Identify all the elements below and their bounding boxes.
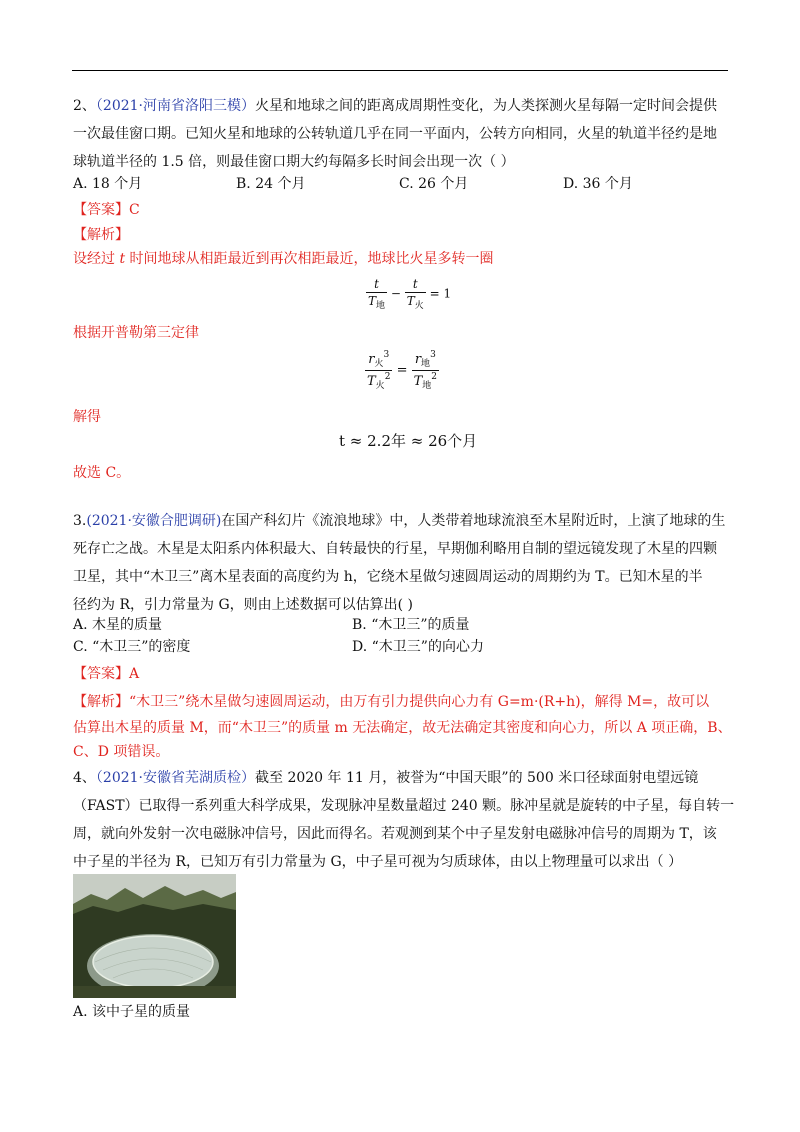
fraction (412, 350, 439, 391)
fraction (365, 350, 392, 391)
q3-text: 在国产科幻片《流浪地球》中，人类带着地球流浪至木星附近时，上演了地球的生 (221, 513, 726, 529)
formula-kepler-third-law (365, 350, 439, 391)
q3-option-c: C. “木卫三”的密度 (73, 639, 191, 655)
formula-period-relation (366, 277, 451, 311)
exponent: 3 (430, 350, 436, 360)
q3-analysis-line1 (73, 688, 733, 716)
header-rule (72, 70, 728, 71)
q3-answer (73, 660, 733, 688)
equals: = (396, 363, 408, 378)
q2-line3: 球轨道半径的 1.5 倍，则最佳窗口期大约每隔多长时间会出现一次（ ） (73, 154, 515, 170)
q2-source: （2021·河南省洛阳三模） (95, 98, 256, 114)
q3-number: 3. (73, 513, 87, 529)
q2-analysis-text1 (73, 245, 733, 273)
subscript: 地 (421, 359, 431, 369)
q4-line4: 中子星的半径为 R，已知万有引力常量为 G，中子星可视为匀质球体，由以上物理量可以求出（ ） (73, 854, 683, 870)
exponent: 3 (383, 350, 390, 360)
subscript: 地 (422, 381, 432, 391)
numerator: t (374, 277, 379, 291)
q2-analysis-label: 【解析】 (73, 227, 129, 243)
analysis-text: 设经过 (73, 251, 120, 267)
answer-label: 【答案】 (73, 202, 129, 218)
q2-answer (73, 196, 733, 224)
answer-value: C (129, 202, 140, 218)
q4-text: 截至 2020 年 11 月，被誉为“中国天眼”的 500 米口径球面射电望远镜 (255, 770, 699, 786)
q2-analysis-text3: 解得 (73, 409, 101, 425)
q2-analysis-text2: 根据开普勒第三定律 (73, 325, 199, 341)
radius-symbol: r (368, 352, 375, 367)
period-symbol: T (367, 374, 376, 389)
telescope-illustration (73, 874, 236, 998)
subscript: 火 (414, 301, 424, 311)
q2-option-a: A. 18 个月 (73, 176, 143, 192)
q2-option-c: C. 26 个月 (399, 176, 469, 192)
var-t: t (119, 251, 126, 267)
radius-symbol: r (414, 352, 422, 367)
q4-line1 (73, 764, 733, 792)
period-symbol: T (413, 374, 423, 389)
fraction (366, 277, 387, 311)
q2-option-b: B. 24 个月 (236, 176, 306, 192)
answer-value: A (129, 666, 140, 682)
q4-line2: （FAST）已取得一系列重大科学成果，发现脉冲星数量超过 240 颗。脉冲星就是旋转的中子星，每自转一 (73, 798, 735, 814)
q4-line3: 周，就向外发射一次电磁脉冲信号，因此而得名。若观测到某个中子星发射电磁脉冲信号的周期为 T，该 (73, 826, 717, 842)
q2-text: 火星和地球之间的距离成周期性变化，为人类探测火星每隔一定时间会提供 (255, 98, 718, 114)
numerator: t (412, 277, 418, 291)
q4-source: （2021·安徽省芜湖质检） (95, 770, 256, 786)
analysis-text: “木卫三”绕木星做匀速圆周运动，由万有引力提供向心力有 G=m·(R+h)，解得 M=，故可以 (129, 694, 710, 710)
subscript: 地 (376, 301, 386, 311)
denominator: T (406, 294, 415, 308)
denominator: T (368, 294, 377, 308)
exponent: 2 (384, 372, 391, 382)
fast-telescope-photo (73, 874, 236, 998)
q3-option-a: A. 木星的质量 (73, 617, 163, 633)
q3-line1 (73, 507, 733, 535)
q3-analysis-line3: C、D 项错误。 (73, 744, 170, 760)
q3-option-d: D. “木卫三”的向心力 (352, 639, 484, 655)
q2-number: 2、 (73, 98, 96, 114)
q2-line1 (73, 92, 733, 120)
equals: = 1 (429, 286, 452, 301)
minus-sign: − (390, 286, 401, 301)
subscript: 火 (374, 359, 384, 369)
q3-source: (2021·安徽合肥调研) (86, 513, 222, 529)
answer-label: 【答案】 (73, 666, 129, 682)
q3-line4: 径约为 R，引力常量为 G，则由上述数据可以估算出( ) (73, 597, 413, 613)
q4-option-a: A. 该中子星的质量 (73, 1004, 191, 1020)
subscript: 火 (375, 381, 385, 391)
q3-line3: 卫星，其中“木卫三”离木星表面的高度约为 h，它绕木星做匀速圆周运动的周期约为 T。已知木星的半 (73, 569, 703, 585)
exponent: 2 (431, 372, 438, 382)
q2-analysis-text4: 故选 C。 (73, 465, 131, 481)
fraction (405, 277, 426, 311)
q3-line2: 死存亡之战。木星是太阳系内体积最大、自转最快的行星，早期伽利略用自制的望远镜发现了木星的四颗 (73, 541, 717, 557)
q2-line2: 一次最佳窗口期。已知火星和地球的公转轨道几乎在同一平面内，公转方向相同，火星的轨道半径约是地 (73, 126, 717, 142)
q2-option-d: D. 36 个月 (563, 176, 633, 192)
formula-result: t ≈ 2.2年 ≈ 26个月 (339, 432, 478, 450)
q4-number: 4、 (73, 770, 96, 786)
q3-analysis-line2: 估算出木星的质量 M，而“木卫三”的质量 m 无法确定，故无法确定其密度和向心力，所以 A 项正确，B、 (73, 720, 732, 736)
q3-option-b: B. “木卫三”的质量 (352, 617, 470, 633)
analysis-text: 时间地球从相距最近到再次相距最近，地球比火星多转一圈 (125, 251, 494, 267)
analysis-label: 【解析】 (73, 694, 129, 710)
